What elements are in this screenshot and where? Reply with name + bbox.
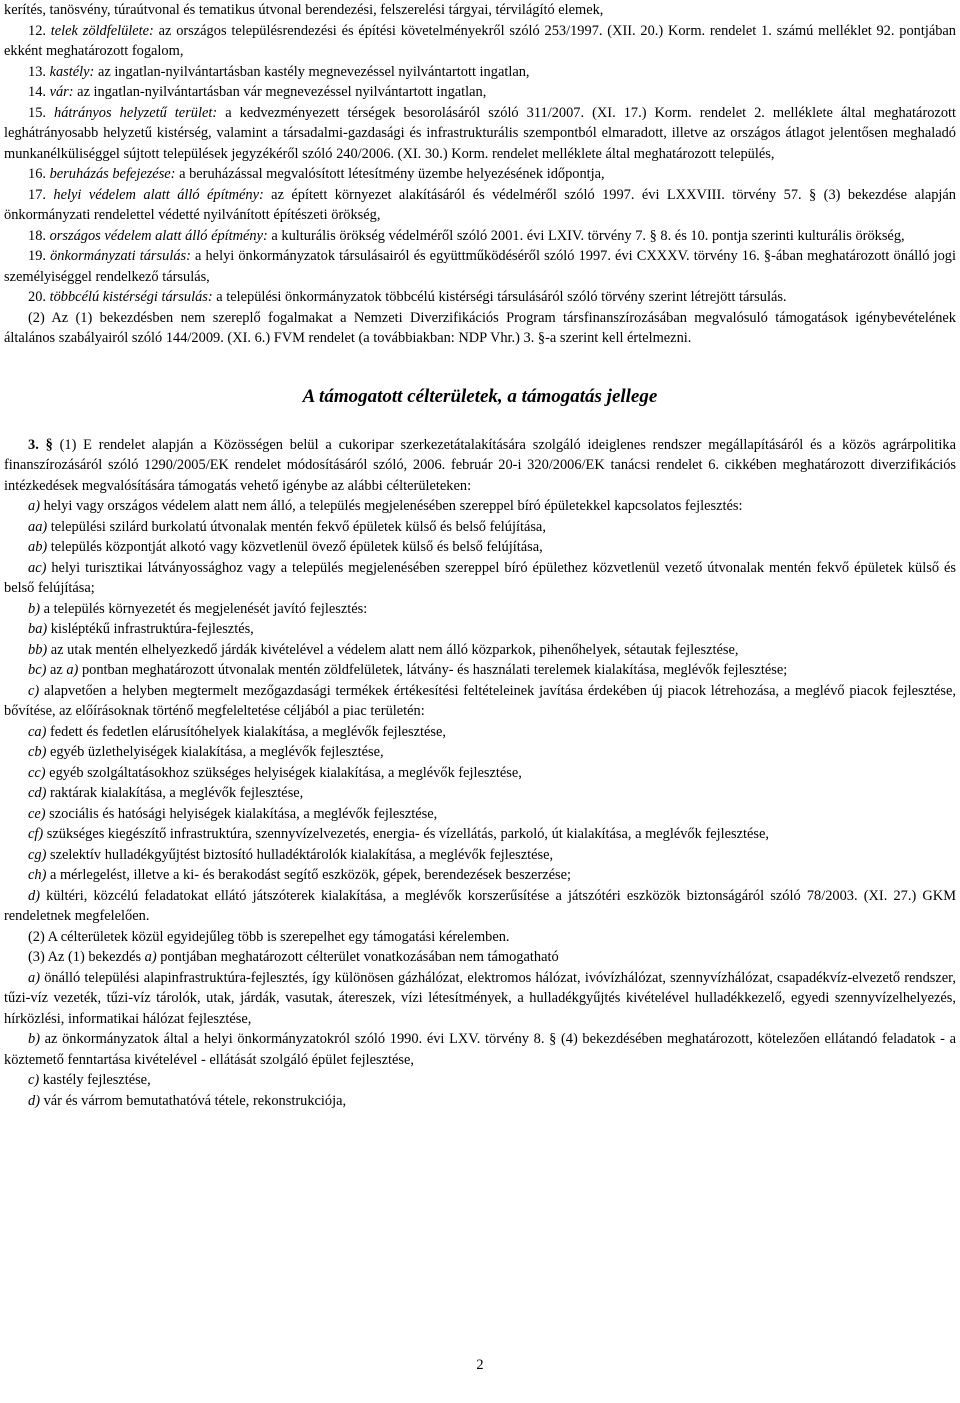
item-ce: ce) szociális és hatósági helyiségek kialakítása, a meglévők fejlesztése, xyxy=(28,805,438,822)
excluded-d: d) vár és várrom bemutathatóvá tétele, rekonstrukciója, xyxy=(28,1092,347,1109)
excluded-c: c) kastély fejlesztése, xyxy=(28,1072,151,1088)
item-ca: ca) fedett és fedetlen elárusítóhelyek kialakítása, a meglévők fejlesztése, xyxy=(28,723,446,740)
excluded-b: b) az önkormányzatok által a helyi önkormányzatokról szóló 1990. évi LXV. törvény 8. § (4) bekezdésében meghatározott, kötelezően ellátandó feladatok - a köztemető fenntartása kivételével - ellátását szolgáló épület fejlesztése, xyxy=(4,1031,956,1068)
item-bc: bc) az a) pontban meghatározott útvonalak mentén zöldfelületek, látvány- és használati terelemek kialakítása, meglévők fejlesztése; xyxy=(28,662,788,678)
item-aa: aa) települési szilárd burkolatú útvonalak mentén fekvő épületek külső és belső felújítása, xyxy=(28,518,546,535)
definition-14: 14. vár: az ingatlan-nyilvántartásban vár megnevezéssel nyilvántartott ingatlan, xyxy=(28,84,487,100)
item-ba: ba) kisléptékű infrastruktúra-fejlesztés, xyxy=(28,621,254,637)
item-ch: ch) a mérlegelést, illetve a ki- és berakodást segítő eszközök, gépek, berendezések beszerzése; xyxy=(28,867,571,883)
item-bb: bb) az utak mentén elhelyezkedő járdák kivételével a védelem alatt nem álló közparkok, pihenőhelyek, sétautak fejlesztése, xyxy=(28,641,739,658)
excluded-a: a) önálló települési alapinfrastruktúra-fejlesztés, így különösen gázhálózat, elektromos hálózat, ivóvízhálózat, szennyvízhálózat, csapadékvíz-elvezető rendszer, tűzi-víz vezeték, tűzi-víz tárolók, utak, járdák, vasutak, átereszek, vízi létesítmények, a hulladékgyűjtés kivételével hulladékkezelő, egyedi szennyvízelhelyezés, hírközlési, informatikai hálózat fejlesztése, xyxy=(4,969,956,1027)
definition-20: 20. többcélú kistérségi társulás: a települési önkormányzatok többcélú kistérségi társulásáról szóló törvény szerint létrejött társulás. xyxy=(28,289,787,305)
paragraph-2: (2) Az (1) bekezdésben nem szereplő fogalmakat a Nemzeti Diverzifikációs Program társfinanszírozásában megvalósuló támogatások igénybevételének általános szabályairól szóló 144/2009. (XI. 6.) FVM rendelet (a továbbiakban: NDP Vhr.) 3. §-a szerint kell értelmezni. xyxy=(4,309,956,346)
item-cb: cb) egyéb üzlethelyiségek kialakítása, a meglévők fejlesztése, xyxy=(28,744,384,760)
item-cc: cc) egyéb szolgáltatásokhoz szükséges helyiségek kialakítása, a meglévők fejlesztése, xyxy=(28,764,522,781)
definition-16: 16. beruházás befejezése: a beruházással megvalósított létesítmény üzembe helyezésének időpontja, xyxy=(28,166,605,182)
section-3-paragraph-1: 3. § (1) E rendelet alapján a Közösségen belül a cukoripar szerkezetátalakítására szolgáló ideiglenes rendszer megállapításáról és a közös agrárpolitika finanszírozásáról szóló 1290/2005/EK rendelet módosításáról szóló, 2006. február 20-i 320/2006/EK tanácsi rendelet 6. cikkében meghatározott diverzifikációs intézkedések megvalósítására támogatás vehető igénybe az alábbi célterületeken: xyxy=(4,436,956,494)
definition-18: 18. országos védelem alatt álló építmény: a kulturális örökség védelméről szóló 2001. évi LXIV. törvény 7. § 8. és 10. pontja szerinti kulturális örökség, xyxy=(28,227,905,244)
item-cg: cg) szelektív hulladékgyűjtést biztosító hulladéktárolók kialakítása, a meglévők fejlesztése, xyxy=(28,846,554,863)
definition-19: 19. önkormányzati társulás: a helyi önkormányzatok társulásairól és együttműködéséről szóló 1997. évi CXXXV. törvény 16. §-ában meghatározott önálló jogi személyiséggel rendelkező társulás, xyxy=(4,248,956,285)
definition-15: 15. hátrányos helyzetű terület: a kedvezményezett térségek besorolásáról szóló 311/2007. (XI. 17.) Korm. rendelet 2. melléklete által meghatározott leghátrányosabb helyzetű kistérség, valamint a társadalmi-gazdasági és infrastrukturális szempontból elmaradott, illetve az országos átlagot jelentősen meghaladó munkanélküliséggel sújtott települések jegyzékéről szóló 240/2006. (XI. 30.) Korm. rendelet melléklete által meghatározott település, xyxy=(4,104,957,162)
item-a: a) helyi vagy országos védelem alatt nem álló, a település megjelenésében szereppel bíró épületekkel kapcsolatos fejlesztés: xyxy=(28,498,743,514)
item-ac: ac) helyi turisztikai látványossághoz vagy a település megjelenésében szereppel bíró épülethez közvetlenül vezető útvonalak mentén fekvő épületek külső és belső felújítása; xyxy=(4,559,956,596)
paragraph-2b: (2) A célterületek közül egyidejűleg több is szerepelhet egy támogatási kérelemben. xyxy=(28,928,510,945)
item-cd: cd) raktárak kialakítása, a meglévők fejlesztése, xyxy=(28,785,304,801)
page-number: 2 xyxy=(476,1357,484,1373)
definition-17: 17. helyi védelem alatt álló építmény: az épített környezet alakításáról és védelméről szóló 1997. évi LXXVIII. törvény 57. § (3) bekezdése alapján önkormányzati rendelettel védetté nyilvánított építészeti örökség, xyxy=(4,186,956,223)
item-d: d) kültéri, közcélú feladatokat ellátó játszóterek kialakítása, a meglévők korszerűsítése a játszótéri eszközök biztonságáról szóló 78/2003. (XI. 27.) GKM rendeletnek megfelelően. xyxy=(4,887,956,924)
section-heading: A támogatott célterületek, a támogatás jellege xyxy=(302,385,658,407)
item-ab: ab) település központját alkotó vagy közvetlenül övező épületek külső és belső felújítása, xyxy=(28,539,543,555)
paragraph-3: (3) Az (1) bekezdés a) pontjában meghatározott célterület vonatkozásában nem támogatható xyxy=(28,949,559,965)
item-c: c) alapvetően a helyben megtermelt mezőgazdasági termékek értékesítési feltételeinek javítása érdekében új piacok létrehozása, a meglévő piacok fejlesztése, bővítése, az előírásoknak történő megfeleltetése céljából a piac területén: xyxy=(4,682,956,719)
definition-12: 12. telek zöldfelülete: az országos településrendezési és építési követelményekről szóló 253/1997. (XII. 20.) Korm. rendelet 1. számú melléklet 92. pontjában ekként meghatározott fogalom, xyxy=(4,22,956,59)
text-line: kerítés, tanösvény, túraútvonal és tematikus útvonal berendezési, felszerelési tárgyai, térvilágító elemek, xyxy=(4,2,604,18)
definition-13: 13. kastély: az ingatlan-nyilvántartásban kastély megnevezéssel nyilvántartott ingatlan, xyxy=(28,63,530,80)
item-cf: cf) szükséges kiegészítő infrastruktúra, szennyvízelvezetés, energia- és vízellátás, parkoló, út kialakítása, a meglévők fejlesztése, xyxy=(28,826,769,842)
item-b: b) a település környezetét és megjelenését javító fejlesztés: xyxy=(28,600,368,617)
